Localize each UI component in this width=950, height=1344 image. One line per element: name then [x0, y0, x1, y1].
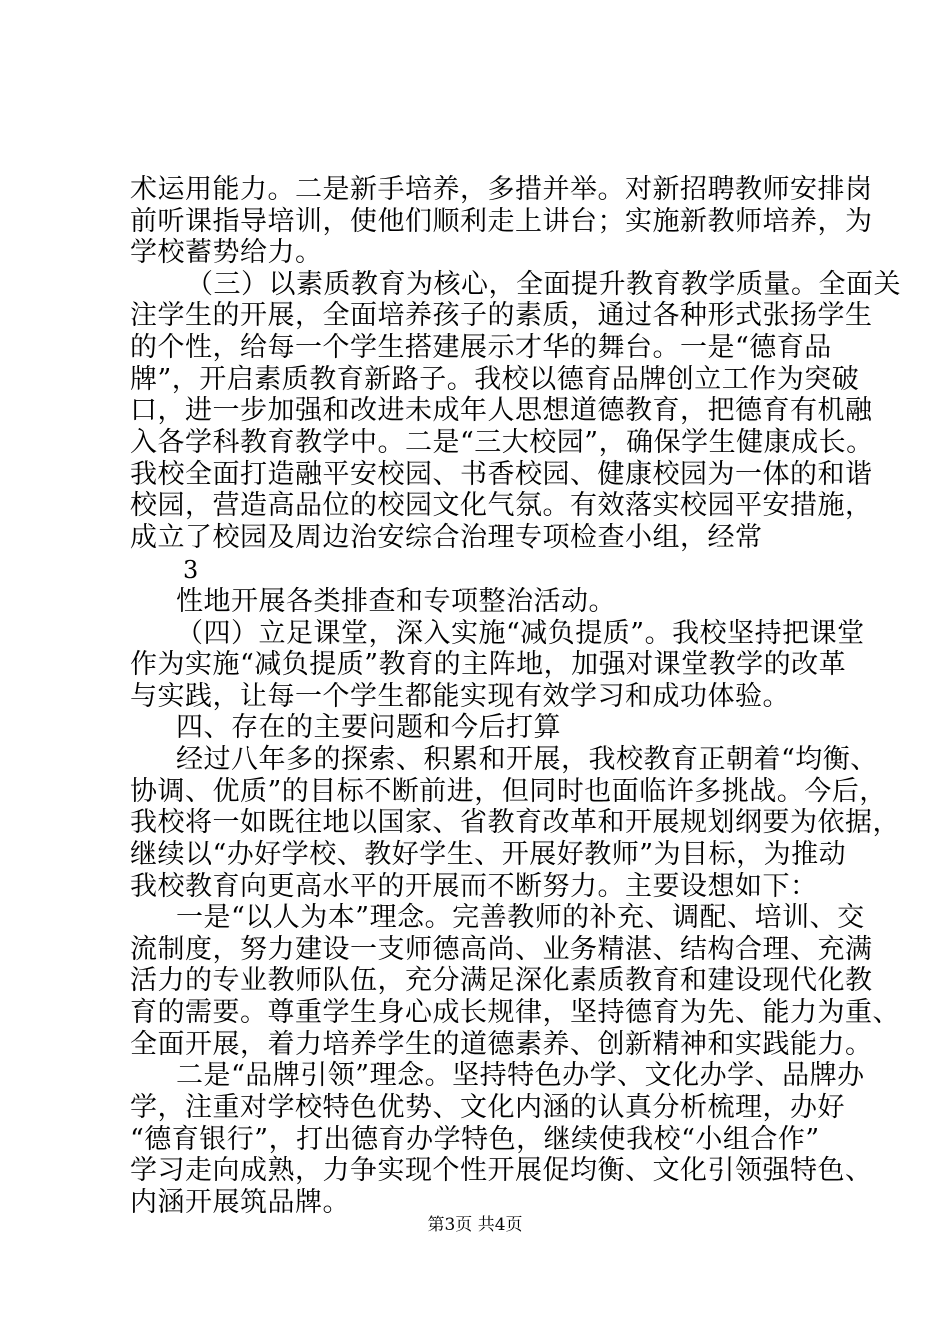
paragraph-line: 育的需要。尊重学生身心成长规律，坚持德育为先、能力为重、 — [130, 997, 900, 1028]
paragraph-line: 术运用能力。二是新手培养，多措并举。对新招聘教师安排岗 — [130, 174, 873, 205]
paragraph-line: 我校全面打造融平安校园、书香校园、健康校园为一体的和谐 — [130, 459, 873, 490]
paragraph-line: 学习走向成熟，力争实现个性开展促均衡、文化引领强特色、 — [130, 1155, 873, 1186]
paragraph-line: 经过八年多的探索、积累和开展，我校教育正朝着“均衡、 — [176, 744, 878, 775]
section-heading-line: （三）以素质教育为核心，全面提升教育教学质量。全面关 — [186, 269, 901, 300]
paragraph-line: 我校教育向更高水平的开展而不断努力。主要设想如下： — [130, 871, 818, 902]
paragraph-line: 二是“品牌引领”理念。坚持特色办学、文化办学、品牌办 — [176, 1060, 865, 1091]
paragraph-line: 我校将一如既往地以国家、省教育改革和开展规划纲要为依据， — [130, 807, 900, 838]
paragraph-line: “德育银行”，打出德育办学特色，继续使我校“小组合作” — [130, 1124, 820, 1155]
section-heading: 四、存在的主要问题和今后打算 — [176, 712, 561, 743]
paragraph-line: 学校蓄势给力。 — [130, 237, 323, 268]
paragraph-line: 注学生的开展，全面培养孩子的素质，通过各种形式张扬学生 — [130, 300, 873, 331]
paragraph-line: 性地开展各类排查和专项整治活动。 — [176, 586, 616, 617]
paragraph-line: 校园，营造高品位的校园文化气氛。有效落实校园平安措施， — [130, 490, 873, 521]
paragraph-line: 成立了校园及周边治安综合治理专项检查小组，经常 — [130, 522, 763, 553]
paragraph-line: 入各学科教育教学中。二是“三大校园”，确保学生健康成长。 — [130, 427, 874, 458]
paragraph-line: 内涵开展筑品牌。 — [130, 1187, 350, 1218]
paragraph-line: 一是“以人为本”理念。完善教师的补充、调配、培训、交 — [176, 902, 865, 933]
section-heading-line: （四）立足课堂，深入实施“减负提质”。我校坚持把课堂 — [176, 618, 865, 649]
inline-page-number: 3 — [183, 556, 199, 584]
paragraph-line: 继续以“办好学校、教好学生、开展好教师”为目标，为推动 — [130, 839, 847, 870]
paragraph-line: 牌”，开启素质教育新路子。我校以德育品牌创立工作为突破 — [130, 364, 860, 395]
page-footer: 第3页 共4页 — [427, 1215, 523, 1235]
paragraph-line: 的个性，给每一个学生搭建展示才华的舞台。一是“德育品 — [130, 332, 832, 363]
paragraph-line: 协调、优质”的目标不断前进，但同时也面临许多挑战。今后， — [130, 776, 887, 807]
paragraph-line: 口，进一步加强和改进未成年人思想道德教育，把德育有机融 — [130, 395, 873, 426]
paragraph-line: 与实践，让每一个学生都能实现有效学习和成功体验。 — [130, 681, 790, 712]
paragraph-line: 流制度，努力建设一支师德高尚、业务精湛、结构合理、充满 — [130, 934, 873, 965]
paragraph-line: 全面开展，着力培养学生的道德素养、创新精神和实践能力。 — [130, 1029, 873, 1060]
paragraph-line: 活力的专业教师队伍，充分满足深化素质教育和建设现代化教 — [130, 965, 873, 996]
paragraph-line: 前听课指导培训，使他们顺利走上讲台；实施新教师培养，为 — [130, 206, 873, 237]
paragraph-line: 作为实施“减负提质”教育的主阵地，加强对课堂教学的改革 — [130, 649, 847, 680]
paragraph-line: 学，注重对学校特色优势、文化内涵的认真分析梳理，办好 — [130, 1092, 845, 1123]
